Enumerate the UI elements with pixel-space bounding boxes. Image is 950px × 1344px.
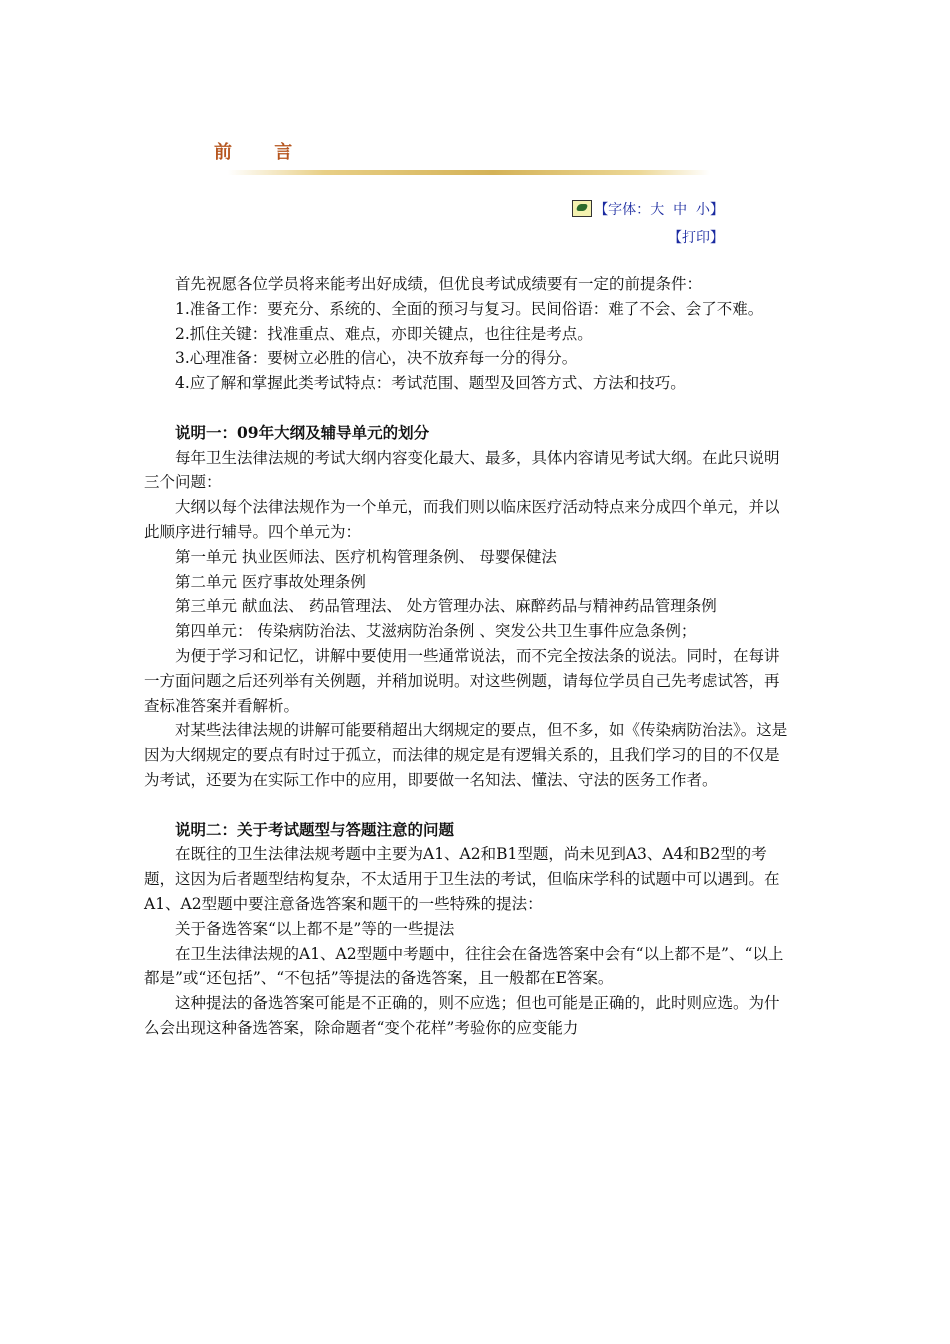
- section1-paragraph: 对某些法律法规的讲解可能要稍超出大纲规定的要点，但不多，如《传染病防治法》。这是因为大纲规定的要点有时过于孤立，而法律的规定是有逻辑关系的，且我们学习的目的不仅是为考试，还要为在实际工作中的应用，即要做一名知法、懂法、守法的医务工作者。: [144, 721, 788, 789]
- section1-paragraph: 为便于学习和记忆，讲解中要使用一些通常说法，而不完全按法条的说法。同时，在每讲一方面问题之后还列举有关例题，并稍加说明。对这些例题，请每位学员自己先考虑试答，再查标准答案并看解析。: [144, 646, 780, 715]
- intro-item: 1.准备工作：要充分、系统的、全面的预习与复习。民间俗语：难了不会、会了不难。: [175, 299, 764, 318]
- print-link[interactable]: 【打印】: [668, 230, 724, 246]
- font-size-label: 【字体：: [594, 202, 651, 218]
- font-size-close: 】: [710, 202, 724, 218]
- toolbar: [572, 196, 724, 252]
- section2-paragraph: 在既往的卫生法律法规考题中主要为A1、A2和B1型题，尚未见到A3、A4和B2型的考题，这因为后者题型结构复杂，不太适用于卫生法的考试，但临床学科的试题中可以遇到。在A1、A2型题中要注意备选答案和题干的一些特殊的提法：: [144, 845, 780, 913]
- font-size-control: [572, 196, 724, 224]
- intro-item: 4.应了解和掌握此类考试特点：考试范围、题型及回答方式、方法和技巧。: [175, 374, 686, 393]
- section2-paragraph: 关于备选答案“以上都不是”等的一些提法: [175, 919, 455, 938]
- intro-item: 2.抓住关键：找准重点、难点，亦即关键点，也往往是考点。: [175, 324, 593, 343]
- unit-item: 第一单元 执业医师法、医疗机构管理条例、 母婴保健法: [175, 547, 557, 566]
- section2-heading: 说明二：关于考试题型与答题注意的问题: [175, 819, 455, 839]
- intro-paragraph: 首先祝愿各位学员将来能考出好成绩，但优良考试成绩要有一定的前提条件：: [175, 275, 703, 293]
- font-size-medium-link[interactable]: 中: [673, 202, 688, 218]
- section2-paragraph: 这种提法的备选答案可能是不正确的，则不应选；但也可能是正确的，此时则应选。为什么会出现这种备选答案，除命题者“变个花样”考验你的应变能力: [144, 994, 780, 1037]
- unit-item: 第二单元 医疗事故处理条例: [175, 572, 366, 591]
- unit-item: 第四单元： 传染病防治法、艾滋病防治条例 、突发公共卫生事件应急条例；: [175, 622, 697, 641]
- section1-paragraph: 每年卫生法律法规的考试大纲内容变化最大、最多，具体内容请见考试大纲。在此只说明三个问题：: [144, 448, 780, 492]
- font-size-small-link[interactable]: 小: [696, 202, 710, 218]
- page-title: 前 言: [214, 142, 311, 163]
- font-size-large-link[interactable]: 大: [650, 202, 665, 218]
- section1-heading: 说明一：09年大纲及辅导单元的划分: [175, 422, 430, 442]
- unit-item: 第三单元 献血法、 药品管理法、 处方管理办法、麻醉药品与精神药品管理条例: [175, 597, 717, 616]
- section1-paragraph: 大纲以每个法律法规作为一个单元，而我们则以临床医疗活动特点来分成四个单元，并以此顺序进行辅导。四个单元为：: [144, 498, 780, 541]
- font-size-icon: [572, 200, 592, 217]
- article-body: [144, 272, 790, 1041]
- section2-paragraph: 在卫生法律法规的A1、A2型题中考题中，往往会在备选答案中会有“以上都不是”、“以上都是”或“还包括”、“不包括”等提法的备选答案，且一般都在E答案。: [144, 944, 784, 988]
- title-divider: [228, 170, 710, 175]
- intro-item: 3.心理准备：要树立必胜的信心，决不放弃每一分的得分。: [175, 349, 578, 368]
